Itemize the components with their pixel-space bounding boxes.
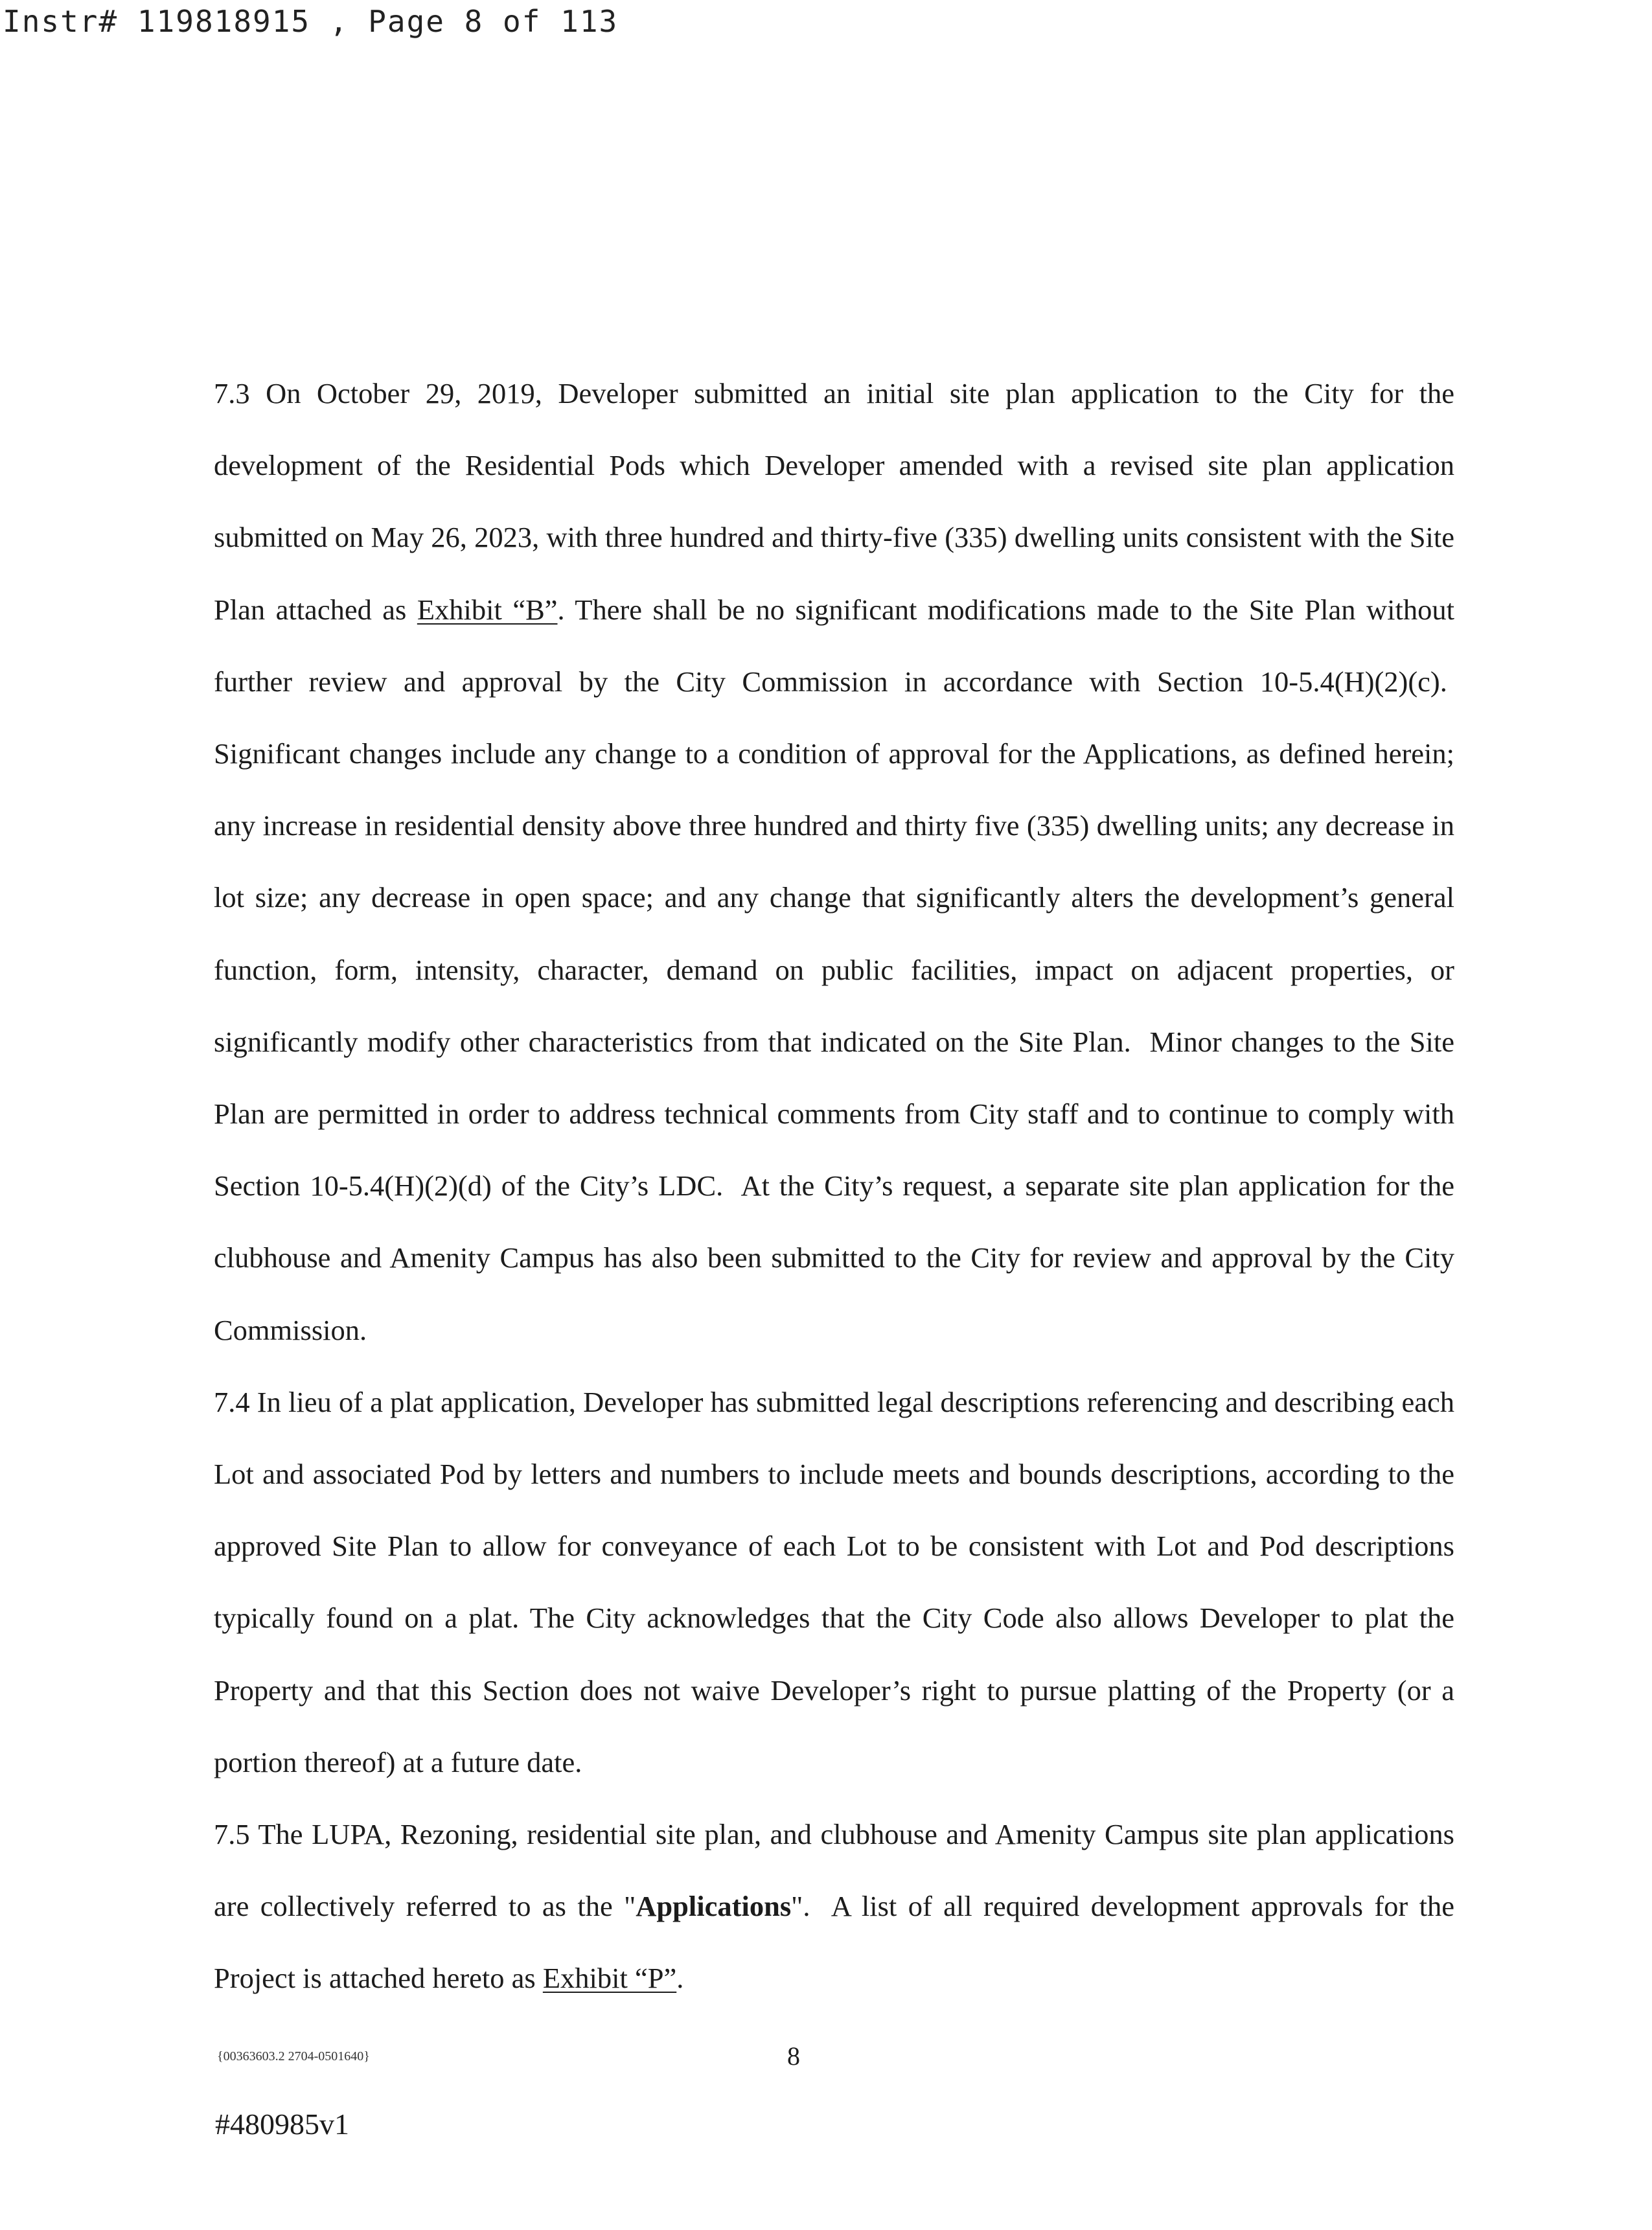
document-version-id: #480985v1 <box>215 2108 349 2141</box>
paragraph-7-4: 7.4 In lieu of a plat application, Developer has submitted legal descriptions referencing and describing each Lot and associated Pod by letters and numbers to include meets and bounds descriptions, according to the approved Site Plan to allow for conveyance of each Lot to be consistent with Lot and Pod descriptions typically found on a plat. The City acknowledges that the City Code also allows Developer to plat the Property and that this Section does not waive Developer’s right to pursue platting of the Property (or a portion thereof) at a future date. <box>214 1385 1454 1778</box>
paragraph-7-5-text-start: 7.5 The LUPA, Rezoning, residential site plan, and clubhouse and Amenity Campus site plan applications are collectively referred to as the " <box>214 1818 1454 1923</box>
paragraph-7-3-text-end: . There shall be no significant modifications made to the Site Plan without further review and approval by the City Commission in accordance with Section 10-5.4(H)(2)(c). Significant changes include any change to a condition of approval for the Applications, as defined herein; any increase in residential density above three hundred and thirty five (335) dwelling units; any decrease in lot size; any decrease in open space; and any change that significantly alters the development’s general function, form, intensity, character, demand on public facilities, impact on adjacent properties, or significantly modify other characteristics from that indicated on the Site Plan. Minor changes to the Site Plan are permitted in order to address technical comments from City staff and to continue to comply with Section 10-5.4(H)(2)(d) of the City’s LDC. At the City’s request, a separate site plan application for the clubhouse and Amenity Campus has also been submitted to the City for review and approval by the City Commission. <box>214 593 1454 1346</box>
footer-document-code: {00363603.2 2704-0501640} <box>217 2049 370 2063</box>
applications-defined-term: Applications <box>636 1890 792 1923</box>
paragraph-7-3 <box>214 358 1454 1366</box>
body-text <box>214 358 1454 2015</box>
paragraph-7-5-text-middle: ". A list of all required development approvals for the Project is attached hereto as <box>214 1890 1454 1995</box>
exhibit-b-reference: Exhibit “B” <box>417 593 558 626</box>
exhibit-p-reference: Exhibit “P” <box>542 1962 677 1995</box>
page-number: 8 <box>787 2041 800 2071</box>
paragraph-7-5 <box>214 1799 1454 2015</box>
paragraph-7-3-text-start: 7.3 On October 29, 2019, Developer submitted an initial site plan application to the City for the development of the Residential Pods which Developer amended with a revised site plan application submitted on May 26, 2023, with three hundred and thirty-five (335) dwelling units consistent with the Site Plan attached as <box>214 377 1454 626</box>
paragraph-7-5-text-end: . <box>676 1962 684 1995</box>
instrument-page-stamp: Instr# 119818915 , Page 8 of 113 <box>3 4 619 39</box>
